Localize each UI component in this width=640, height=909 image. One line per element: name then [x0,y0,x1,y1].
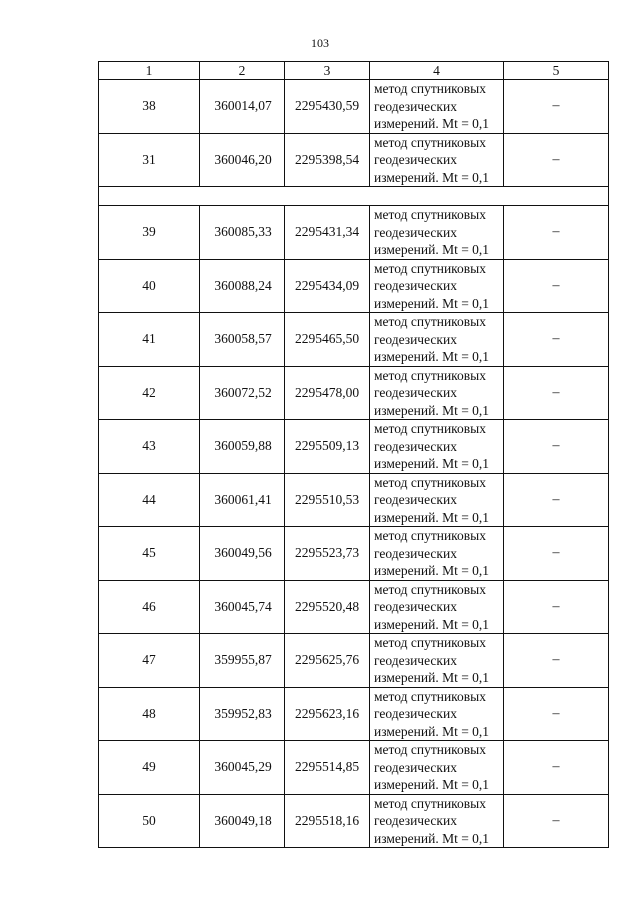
method-text-line: измерений. Mt = 0,1 [374,830,490,846]
method-text-line: геодезических [374,331,457,347]
x-coordinate-cell: 360045,74 [200,580,285,634]
point-number-cell: 45 [99,527,200,581]
method-text-line: геодезических [374,492,457,507]
coordinates-table [98,61,609,848]
point-number-cell: 31 [99,133,200,187]
point-number-cell: 47 [99,634,200,688]
column-5-cell: – [504,634,609,688]
table-row [99,527,609,581]
y-coordinate-cell: 2295623,16 [285,687,370,741]
method-cell [370,473,504,527]
method-cell [370,687,504,741]
table-row [99,206,609,260]
table-row [99,80,609,134]
page-number: 103 [311,36,329,50]
method-text-line: метод спутниковых [374,474,486,490]
method-text-line: метод спутниковых [374,367,486,383]
table-row [99,313,609,367]
method-text-line: геодезических [374,98,457,114]
method-cell [370,420,504,474]
method-text-line: метод спутниковых [374,688,486,704]
x-coordinate-cell: 360045,29 [200,741,285,795]
y-coordinate-cell: 2295514,85 [285,741,370,795]
x-coordinate-cell: 360049,56 [200,527,285,581]
table-row [99,366,609,420]
column-5-cell: – [504,259,609,313]
method-text-line: геодезических [374,599,457,614]
method-cell [370,741,504,795]
column-5-cell: – [504,133,609,187]
header-col-4: 4 [370,62,504,80]
table-row [99,634,609,688]
point-number-cell: 48 [99,687,200,741]
column-5-cell: – [504,313,609,367]
point-number-cell: 38 [99,80,200,134]
method-cell [370,634,504,688]
method-text-line: геодезических [374,152,457,167]
point-number-cell: 49 [99,741,200,795]
column-5-cell: – [504,473,609,527]
point-number-cell: 43 [99,420,200,474]
y-coordinate-cell: 2295523,73 [285,527,370,581]
column-5-cell: – [504,687,609,741]
point-number-cell: 44 [99,473,200,527]
method-text-line: геодезических [374,438,457,454]
point-number-cell: 46 [99,580,200,634]
table-header [99,62,609,80]
y-coordinate-cell: 2295518,16 [285,794,370,848]
method-text-line: измерений. Mt = 0,1 [374,616,490,632]
y-coordinate-cell: 2295625,76 [285,634,370,688]
method-text-line: геодезических [374,706,457,721]
table-body [99,80,609,848]
x-coordinate-cell: 360061,41 [200,473,285,527]
column-5-cell: – [504,206,609,260]
x-coordinate-cell: 360072,52 [200,366,285,420]
method-text-line: метод спутниковых [374,314,486,329]
x-coordinate-cell: 360049,18 [200,794,285,848]
method-text-line: метод спутниковых [374,134,486,150]
method-text-line: измерений. Mt = 0,1 [374,563,490,578]
x-coordinate-cell: 360058,57 [200,313,285,367]
column-5-cell: – [504,580,609,634]
method-cell [370,259,504,313]
method-text-line: метод спутниковых [374,421,486,436]
column-5-cell: – [504,420,609,474]
point-number-cell: 39 [99,206,200,260]
method-text-line: измерений. Mt = 0,1 [374,509,490,525]
method-text-line: геодезических [374,759,457,775]
method-text-line: метод спутниковых [374,795,486,811]
y-coordinate-cell: 2295465,50 [285,313,370,367]
separator-row [99,187,609,206]
method-cell [370,527,504,581]
column-5-cell: – [504,527,609,581]
table-row [99,133,609,187]
method-text-line: измерений. Mt = 0,1 [374,116,490,131]
method-text-line: измерений. Mt = 0,1 [374,169,490,185]
y-coordinate-cell: 2295434,09 [285,259,370,313]
y-coordinate-cell: 2295431,34 [285,206,370,260]
method-text-line: измерений. Mt = 0,1 [374,402,490,418]
method-text-line: геодезических [374,813,457,828]
method-text-line: геодезических [374,224,457,240]
method-text-line: измерений. Mt = 0,1 [374,295,490,311]
method-text-line: метод спутниковых [374,528,486,543]
x-coordinate-cell: 360088,24 [200,259,285,313]
method-text-line: геодезических [374,652,457,668]
method-cell [370,580,504,634]
method-cell [370,366,504,420]
table-row [99,794,609,848]
method-cell [370,794,504,848]
table-row [99,741,609,795]
method-text-line: измерений. Mt = 0,1 [374,777,490,792]
column-5-cell: – [504,741,609,795]
y-coordinate-cell: 2295510,53 [285,473,370,527]
table-row [99,580,609,634]
separator-cell [99,187,609,206]
y-coordinate-cell: 2295478,00 [285,366,370,420]
method-text-line: измерений. Mt = 0,1 [374,723,490,739]
method-text-line: геодезических [374,545,457,561]
y-coordinate-cell: 2295430,59 [285,80,370,134]
y-coordinate-cell: 2295509,13 [285,420,370,474]
header-col-2: 2 [200,62,285,80]
header-col-1: 1 [99,62,200,80]
header-col-5: 5 [504,62,609,80]
x-coordinate-cell: 360046,20 [200,133,285,187]
point-number-cell: 41 [99,313,200,367]
method-text-line: метод спутниковых [374,207,486,222]
method-text-line: измерений. Mt = 0,1 [374,349,490,364]
x-coordinate-cell: 359952,83 [200,687,285,741]
method-cell [370,313,504,367]
y-coordinate-cell: 2295398,54 [285,133,370,187]
method-text-line: метод спутниковых [374,581,486,597]
method-cell [370,133,504,187]
point-number-cell: 40 [99,259,200,313]
method-text-line: метод спутниковых [374,742,486,757]
header-col-3: 3 [285,62,370,80]
table-row [99,259,609,313]
x-coordinate-cell: 359955,87 [200,634,285,688]
column-5-cell: – [504,366,609,420]
method-cell [370,80,504,134]
method-text-line: геодезических [374,278,457,293]
table-row [99,420,609,474]
method-text-line: геодезических [374,385,457,400]
method-cell [370,206,504,260]
y-coordinate-cell: 2295520,48 [285,580,370,634]
table-row [99,687,609,741]
table-row [99,473,609,527]
method-text-line: измерений. Mt = 0,1 [374,670,490,685]
column-5-cell: – [504,80,609,134]
method-text-line: измерений. Mt = 0,1 [374,456,490,471]
x-coordinate-cell: 360014,07 [200,80,285,134]
x-coordinate-cell: 360085,33 [200,206,285,260]
method-text-line: метод спутниковых [374,635,486,650]
point-number-cell: 42 [99,366,200,420]
method-text-line: измерений. Mt = 0,1 [374,242,490,257]
point-number-cell: 50 [99,794,200,848]
column-5-cell: – [504,794,609,848]
method-text-line: метод спутниковых [374,260,486,276]
method-text-line: метод спутниковых [374,81,486,96]
x-coordinate-cell: 360059,88 [200,420,285,474]
